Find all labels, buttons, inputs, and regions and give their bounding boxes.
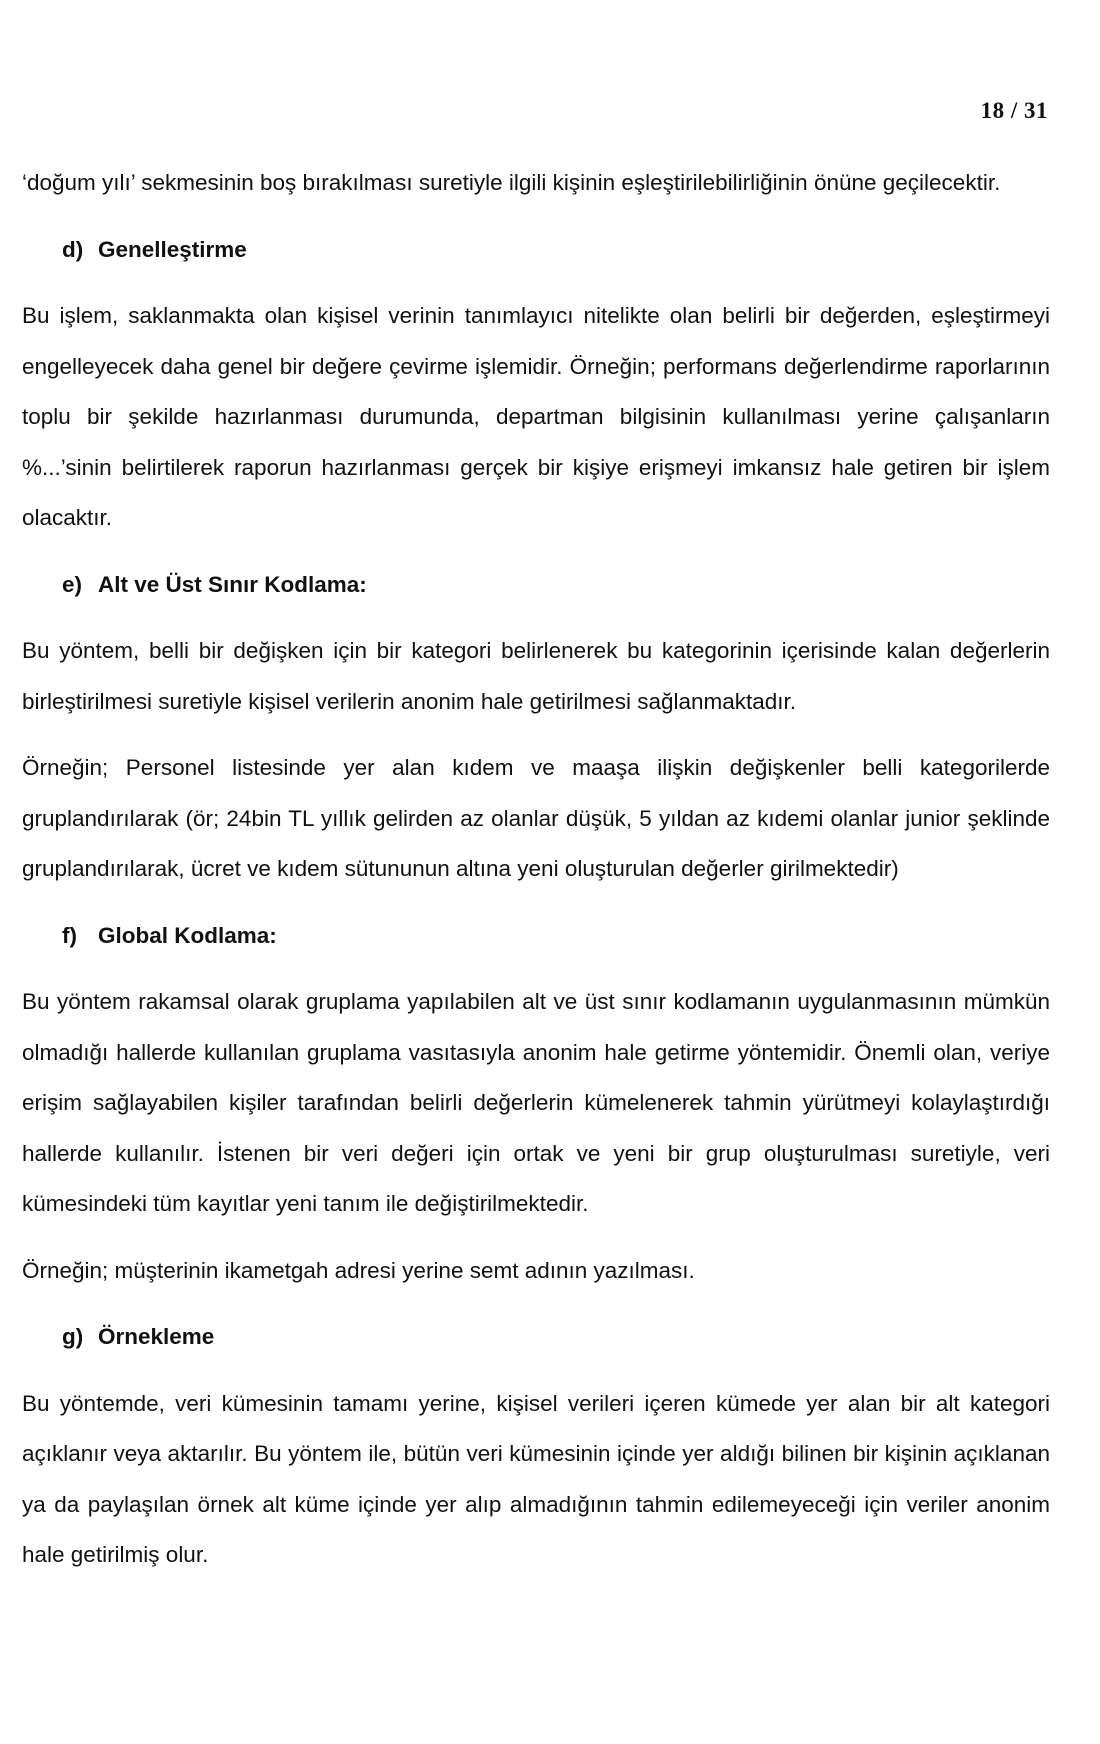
heading-marker: e)	[62, 571, 83, 597]
paragraph-ornekleme: Bu yöntemde, veri kümesinin tamamı yerine, kişisel verileri içeren kümede yer alan bir alt kategori açıklanır veya aktarılır. Bu yöntem ile, bütün veri kümesinin içinde yer aldığı bilinen bir kişinin açıklanan ya da paylaşılan örnek alt küme içinde yer alıp almadığının tahmin edilemeyeceği için veriler anonim hale getirilmiş olur.	[22, 1390, 1050, 1567]
heading-global-kodlama	[22, 911, 1050, 962]
heading-alt-ust-sinir-kodlama	[22, 560, 1050, 611]
paragraph-global-kodlama-ornek: Örneğin; müşterinin ikametgah adresi yerine semt adının yazılması.	[22, 1257, 695, 1283]
paragraph-alt-ust-sinir: Bu yöntem, belli bir değişken için bir kategori belirlenerek bu kategorinin içerisinde kalan değerlerin birleştirilmesi suretiyle kişisel verilerin anonim hale getirilmesi sağlanmaktadır.	[22, 638, 1050, 714]
heading-marker: d)	[62, 236, 84, 262]
page-number: 18 / 31	[980, 98, 1048, 123]
heading-title: Global Kodlama:	[98, 922, 277, 948]
paragraph-intro: ‘doğum yılı’ sekmesinin boş bırakılması suretiyle ilgili kişinin eşleştirilebilirliğinin önüne geçilecektir.	[22, 170, 1001, 195]
page-content	[22, 158, 1050, 1581]
heading-title: Alt ve Üst Sınır Kodlama:	[98, 571, 367, 597]
paragraph-genellestirme: Bu işlem, saklanmakta olan kişisel verinin tanımlayıcı nitelikte olan belirli bir değerden, eşleştirmeyi engelleyecek daha genel bir değere çevirme işlemidir. Örneğin; performans değerlendirme raporlarının toplu bir şekilde hazırlanması durumunda, departman bilgisinin kullanılması yerine çalışanların %...’sinin belirtilerek raporun hazırlanması gerçek bir kişiye erişmeyi imkansız hale getiren bir işlem olacaktır.	[22, 303, 1050, 530]
heading-title: Örnekleme	[98, 1324, 215, 1349]
paragraph-global-kodlama: Bu yöntem rakamsal olarak gruplama yapılabilen alt ve üst sınır kodlamanın uygulanmasının mümkün olmadığı hallerde kullanılan gruplama vasıtasıyla anonim hale getirme yöntemidir. Önemli olan, veriye erişim sağlayabilen kişiler tarafından belirli değerlerin kümelenerek tahmin yürütmeyi kolaylaştırdığı hallerde kullanılır. İstenen bir veri değeri için ortak ve yeni bir grup oluşturulması suretiyle, veri kümesindeki tüm kayıtlar yeni tanım ile değiştirilmektedir.	[22, 989, 1050, 1216]
heading-ornekleme	[22, 1312, 1050, 1363]
heading-genellestirme	[22, 225, 1050, 276]
heading-marker: g)	[62, 1324, 84, 1349]
paragraph-alt-ust-sinir-ornek: Örneğin; Personel listesinde yer alan kıdem ve maaşa ilişkin değişkenler belli kategorilerde gruplandırılarak (ör; 24bin TL yıllık gelirden az olanlar düşük, 5 yıldan az kıdemi olanlar junior şeklinde gruplandırılarak, ücret ve kıdem sütununun altına yeni oluşturulan değerler girilmektedir)	[22, 755, 1050, 881]
heading-marker: f)	[62, 922, 77, 948]
heading-title: Genelleştirme	[98, 236, 247, 262]
